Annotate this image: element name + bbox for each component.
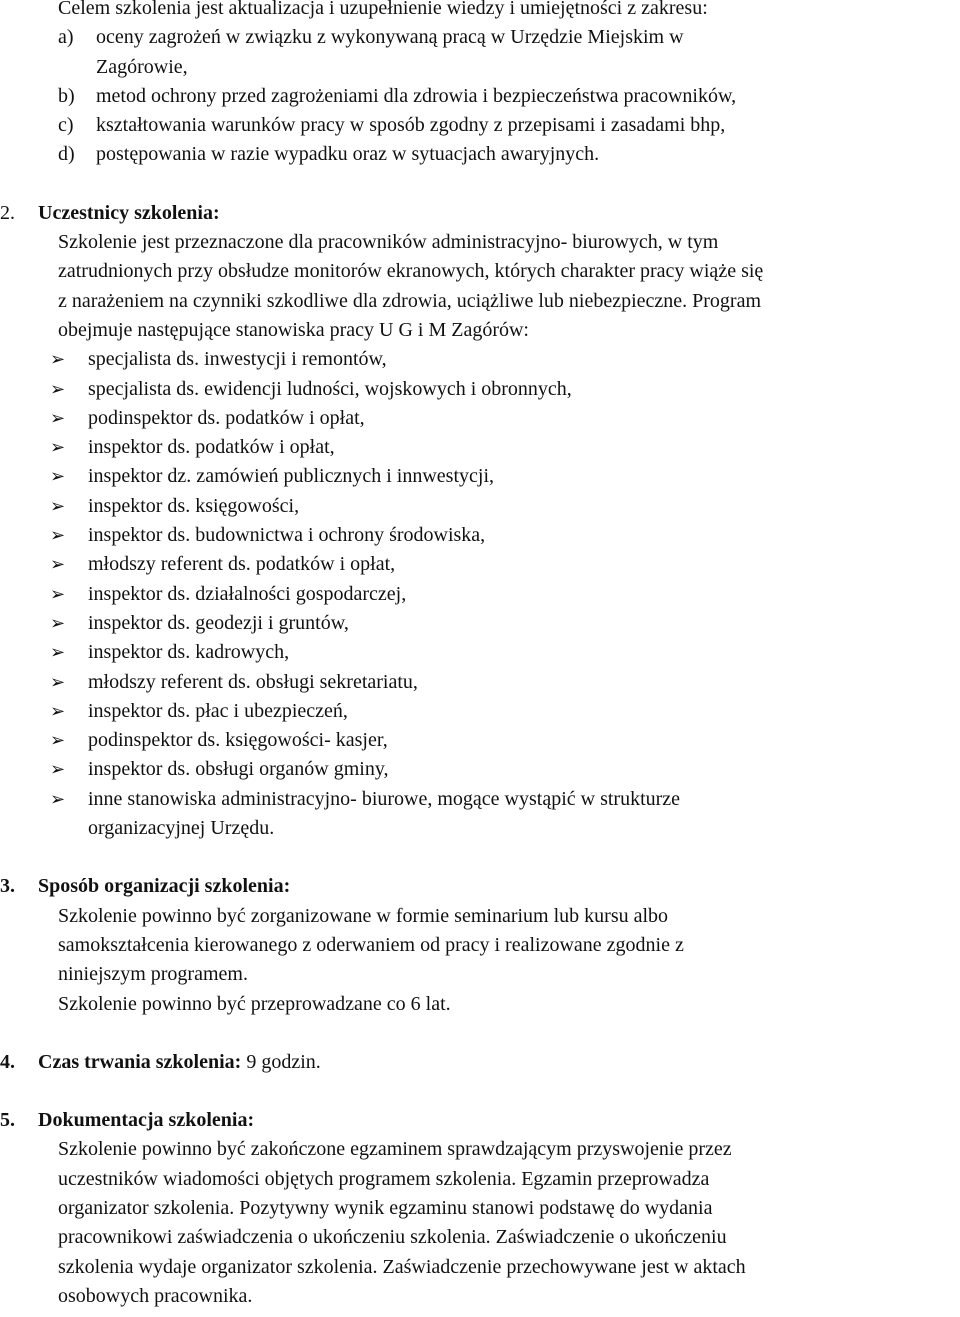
section-number: 4. [0, 1050, 15, 1073]
section-title: Uczestnicy szkolenia: [38, 201, 220, 224]
duration-value: 9 godzin. [246, 1050, 321, 1073]
paragraph-line: osobowych pracownika. [58, 1284, 253, 1307]
arrow-bullet-icon: ➢ [50, 349, 66, 371]
paragraph-line: uczestników wiadomości objętych programem szkolenia. Egzamin przeprowadza [58, 1167, 710, 1190]
list-item [50, 550, 960, 579]
intro-lead: Celem szkolenia jest aktualizacja i uzupełnienie wiedzy i umiejętności z zakresu: [58, 0, 708, 19]
paragraph-line: samokształcenia kierowanego z oderwaniem od pracy i realizowane zgodnie z [58, 933, 684, 956]
arrow-bullet-icon: ➢ [50, 730, 66, 752]
list-item-text: inspektor ds. budownictwa i ochrony środowiska, [88, 524, 486, 547]
arrow-bullet-icon: ➢ [50, 759, 66, 781]
intro-block [0, 0, 960, 170]
section-number: 3. [0, 875, 15, 898]
section-heading [0, 872, 960, 901]
list-item-text: młodszy referent ds. obsługi sekretariatu, [88, 670, 418, 693]
arrow-bullet-icon: ➢ [50, 466, 66, 488]
paragraph-line: Szkolenie powinno być zorganizowane w formie seminarium lub kursu albo [58, 904, 669, 927]
section-heading [0, 1106, 960, 1135]
paragraph-line: obejmuje następujące stanowiska pracy U G i M Zagórów: [58, 318, 529, 341]
list-item [50, 785, 960, 814]
section-documentation [0, 1106, 960, 1311]
list-item-text: inspektor ds. działalności gospodarczej, [88, 582, 407, 605]
arrow-bullet-icon: ➢ [50, 378, 66, 400]
arrow-bullet-icon: ➢ [50, 583, 66, 605]
list-item-text: młodszy referent ds. podatków i opłat, [88, 553, 396, 576]
section-duration [0, 1048, 960, 1077]
intro-item-d [0, 140, 960, 169]
paragraph-line: zatrudnionych przy obsłudze monitorów ekranowych, których charakter pracy wiąże się [58, 260, 764, 283]
list-item [50, 697, 960, 726]
intro-item-text: postępowania w razie wypadku oraz w sytuacjach awaryjnych. [96, 143, 600, 166]
paragraph-line: pracownikowi zaświadczenia o ukończeniu szkolenia. Zaświadczenie o ukończeniu [58, 1226, 727, 1249]
intro-item-b [0, 82, 960, 111]
section-title: Dokumentacja szkolenia: [38, 1109, 255, 1132]
list-item [50, 492, 960, 521]
list-item [50, 375, 960, 404]
arrow-bullet-icon: ➢ [50, 495, 66, 517]
list-item-text: inspektor ds. kadrowych, [88, 641, 290, 664]
arrow-bullet-icon: ➢ [50, 642, 66, 664]
section-heading [0, 199, 960, 228]
section-number: 5. [0, 1109, 15, 1132]
section-title: Sposób organizacji szkolenia: [38, 875, 291, 898]
list-item-text: specjalista ds. ewidencji ludności, wojskowych i obronnych, [88, 377, 572, 400]
intro-item-text: kształtowania warunków pracy w sposób zgodny z przepisami i zasadami bhp, [96, 114, 726, 137]
list-item-text: inspektor ds. płac i ubezpieczeń, [88, 699, 348, 722]
paragraph-line: organizator szkolenia. Pozytywny wynik egzaminu stanowi podstawę do wydania [58, 1196, 713, 1219]
section-organization [0, 872, 960, 1018]
paragraph-line: z narażeniem na czynniki szkodliwe dla zdrowia, uciążliwe lub niebezpieczne. Program [58, 289, 762, 312]
section-title: Czas trwania szkolenia: [38, 1050, 242, 1073]
list-item [50, 638, 960, 667]
intro-item-text: oceny zagrożeń w związku z wykonywaną pracą w Urzędzie Miejskim w [96, 26, 684, 49]
list-item-text: inspektor ds. geodezji i gruntów, [88, 611, 349, 634]
intro-item-label: d) [58, 143, 75, 166]
positions-list [0, 345, 960, 814]
intro-item-label: a) [58, 26, 74, 49]
arrow-bullet-icon: ➢ [50, 612, 66, 634]
paragraph-line: szkolenia wydaje organizator szkolenia. Zaświadczenie przechowywane jest w aktach [58, 1255, 746, 1278]
arrow-bullet-icon: ➢ [50, 437, 66, 459]
section-participants [0, 199, 960, 844]
list-item-text: podinspektor ds. księgowości- kasjer, [88, 729, 388, 752]
list-item-text: inspektor dz. zamówień publicznych i innwestycji, [88, 465, 495, 488]
arrow-bullet-icon: ➢ [50, 671, 66, 693]
section-heading [0, 1048, 960, 1077]
arrow-bullet-icon: ➢ [50, 407, 66, 429]
intro-item-text-cont: Zagórowie, [96, 55, 188, 78]
paragraph-line: Szkolenie jest przeznaczone dla pracowników administracyjno- biurowych, w tym [58, 231, 719, 254]
list-item-text-cont: organizacyjnej Urzędu. [88, 817, 275, 840]
arrow-bullet-icon: ➢ [50, 788, 66, 810]
paragraph-line: Szkolenie powinno być zakończone egzaminem sprawdzającym przyswojenie przez [58, 1138, 732, 1161]
list-item [50, 668, 960, 697]
list-item [50, 345, 960, 374]
intro-item-c [0, 111, 960, 140]
list-item [50, 726, 960, 755]
list-item [50, 580, 960, 609]
list-item [50, 462, 960, 491]
arrow-bullet-icon: ➢ [50, 554, 66, 576]
list-item-text: specjalista ds. inwestycji i remontów, [88, 348, 387, 371]
list-item-text: podinspektor ds. podatków i opłat, [88, 406, 365, 429]
list-item [50, 521, 960, 550]
intro-item-label: b) [58, 84, 75, 107]
arrow-bullet-icon: ➢ [50, 525, 66, 547]
arrow-bullet-icon: ➢ [50, 700, 66, 722]
section-number: 2. [0, 201, 15, 224]
list-item-text: inspektor ds. obsługi organów gminy, [88, 758, 389, 781]
paragraph-line: Szkolenie powinno być przeprowadzane co 6 lat. [58, 992, 451, 1015]
list-item [50, 433, 960, 462]
paragraph-line: niniejszym programem. [58, 963, 248, 986]
list-item [50, 609, 960, 638]
intro-item-label: c) [58, 114, 74, 137]
list-item [50, 404, 960, 433]
list-item-text: inspektor ds. podatków i opłat, [88, 436, 335, 459]
list-item-text: inne stanowiska administracyjno- biurowe, mogące wystąpić w strukturze [88, 787, 681, 810]
list-item [50, 755, 960, 784]
list-item-text: inspektor ds. księgowości, [88, 494, 300, 517]
intro-item-text: metod ochrony przed zagrożeniami dla zdrowia i bezpieczeństwa pracowników, [96, 84, 737, 107]
intro-item-a [0, 23, 960, 52]
